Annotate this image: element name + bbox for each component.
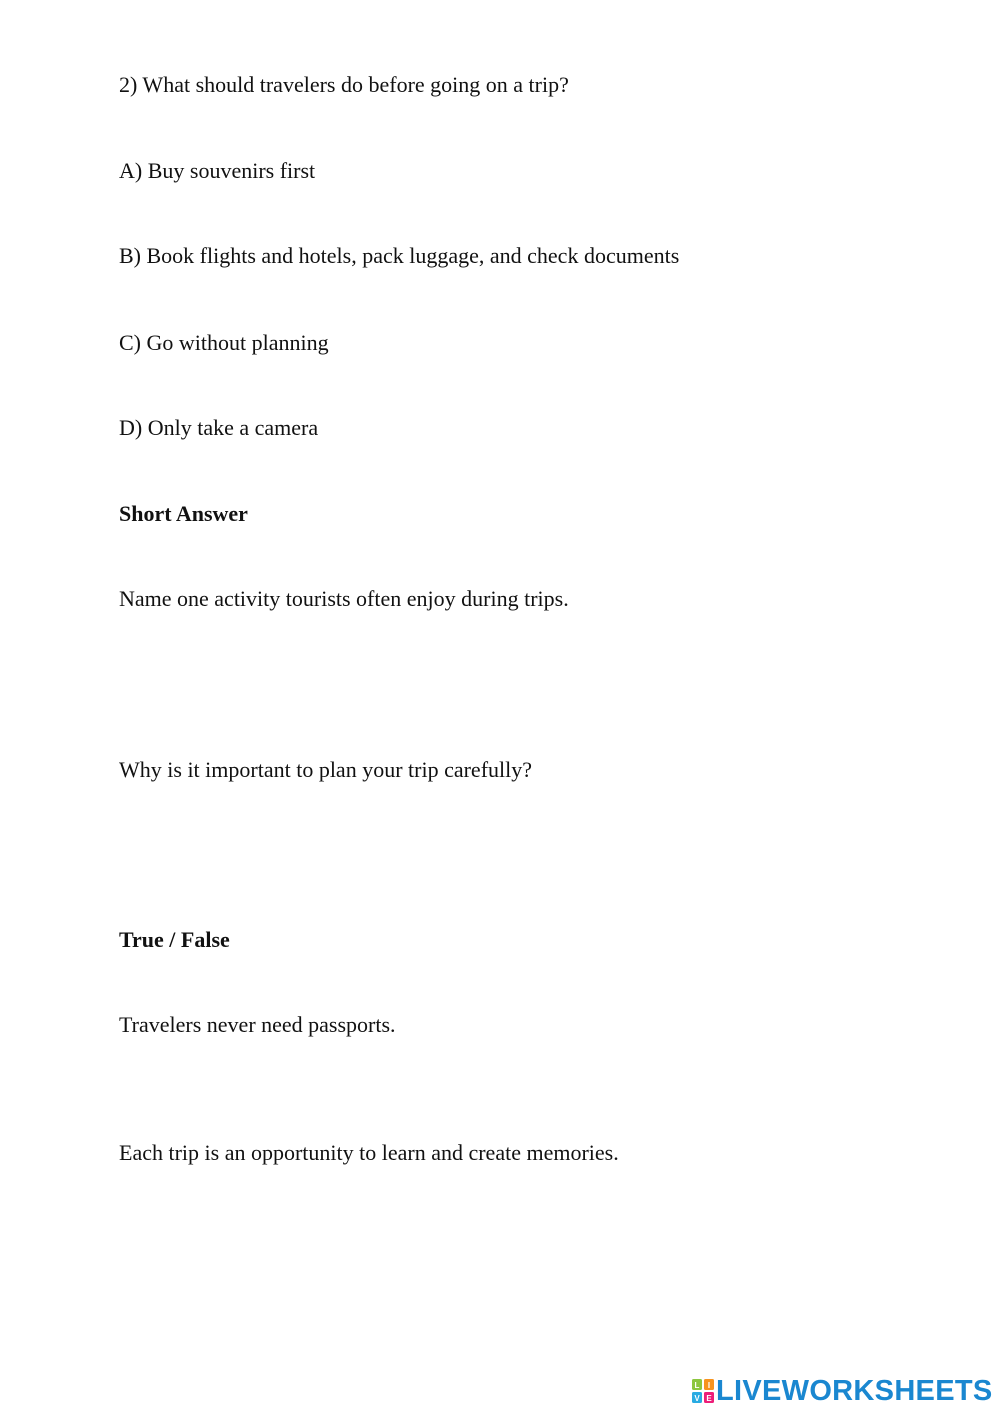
liveworksheets-logo — [692, 1374, 993, 1408]
short-answer-heading: Short Answer — [119, 501, 248, 526]
svg-text:L: L — [694, 1381, 700, 1390]
svg-text:I: I — [707, 1381, 711, 1390]
option-a: A) Buy souvenirs first — [119, 158, 316, 183]
liveworksheets-brand-text: LIVEWORKSHEETS — [716, 1375, 993, 1407]
true-false-statement-1: Travelers never need passports. — [119, 1012, 396, 1037]
short-answer-question-2: Why is it important to plan your trip carefully? — [119, 757, 533, 782]
option-c: C) Go without planning — [119, 330, 329, 355]
true-false-statement-2: Each trip is an opportunity to learn and create memories. — [119, 1140, 619, 1165]
question-2-prompt: 2) What should travelers do before going on a trip? — [119, 72, 569, 97]
option-b: B) Book flights and hotels, pack luggage, and check documents — [119, 243, 680, 268]
option-d: D) Only take a camera — [119, 415, 319, 440]
true-false-heading: True / False — [119, 927, 230, 952]
svg-text:V: V — [694, 1394, 700, 1403]
liveworksheets-logo-icon — [692, 1379, 714, 1403]
short-answer-question-1: Name one activity tourists often enjoy during trips. — [119, 586, 569, 611]
svg-text:E: E — [706, 1394, 712, 1403]
